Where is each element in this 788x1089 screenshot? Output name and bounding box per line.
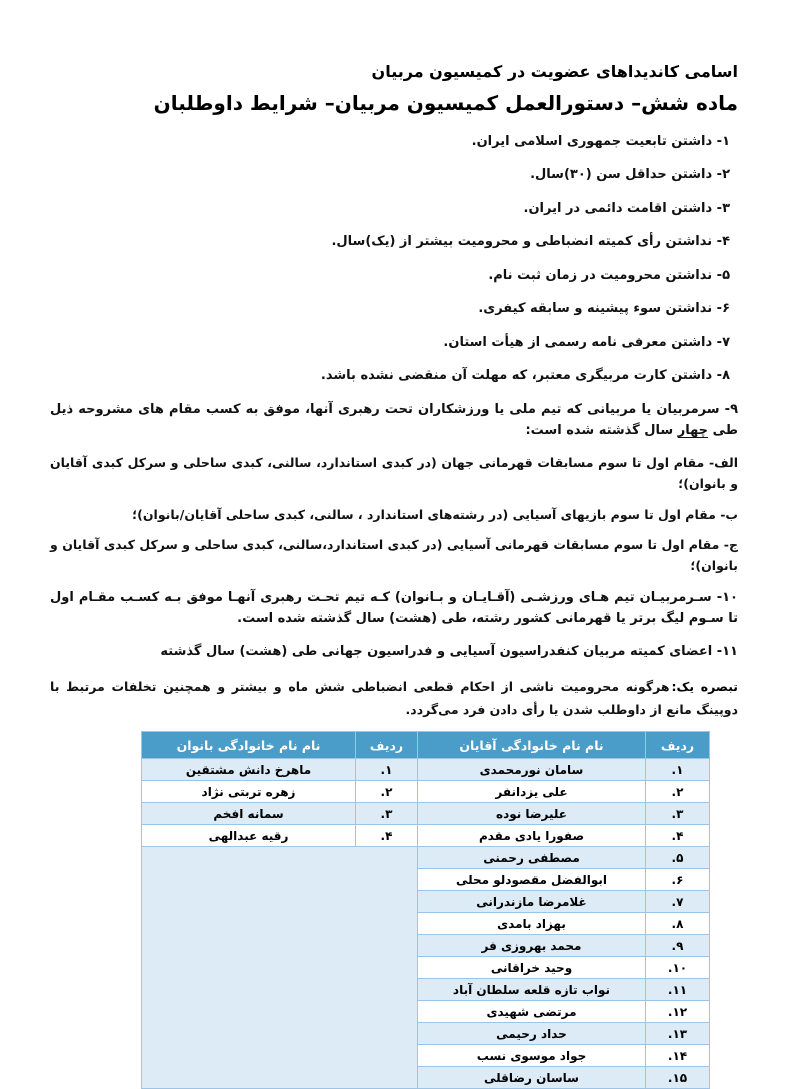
- men-candidate-name: مصطفی رحمنی: [418, 847, 646, 869]
- requirement-item: ۱۱- اعضای کمیته مربیان کنفدراسیون آسیایی و فدراسیون جهانی طی (هشت) سال گذشته: [160, 644, 738, 660]
- women-candidate-name: ماهرخ دانش مشتقین: [142, 759, 356, 781]
- underlined-word: چهار: [677, 422, 709, 438]
- note-paragraph: [50, 675, 738, 721]
- men-candidate-name: بهزاد بامدی: [418, 913, 646, 935]
- women-empty-merged-cell: [142, 847, 418, 1089]
- women-row-number: ۱.: [356, 759, 418, 781]
- men-candidate-name: علی یزدانفر: [418, 781, 646, 803]
- requirement-item: ۲- داشتن حداقل سن (۳۰)سال.: [530, 167, 730, 183]
- candidates-table-body: [142, 759, 710, 1089]
- men-row-number: ۹.: [646, 935, 710, 957]
- table-header-women-names: نام نام خانوادگی بانوان: [142, 732, 356, 759]
- men-candidate-name: غلامرضا مازندرانی: [418, 891, 646, 913]
- requirement-item: ۳- داشتن اقامت دائمی در ایران.: [523, 200, 730, 216]
- men-candidate-name: صفورا یادی مقدم: [418, 825, 646, 847]
- men-candidate-name: ساسان رضاقلی: [418, 1067, 646, 1089]
- men-candidate-name: مرتضی شهیدی: [418, 1001, 646, 1023]
- men-row-number: ۸.: [646, 913, 710, 935]
- women-candidate-name: زهره تربتی نژاد: [142, 781, 356, 803]
- note-text: هرگونه محرومیت ناشی از احکام قطعی انضباطی شش ماه و بیشتر و همچنین تخلفات مرتبط با دوپینگ مانع از داوطلب شدن یا رأی دادن فرد می‌گردد.: [50, 678, 738, 717]
- table-row: [142, 781, 710, 803]
- requirements-list: [50, 131, 738, 663]
- women-candidate-name: سمانه افخم: [142, 803, 356, 825]
- men-candidate-name: ابوالفضل مقصودلو محلی: [418, 869, 646, 891]
- requirement-item: ۱- داشتن تابعیت جمهوری اسلامی ایران.: [471, 134, 730, 149]
- requirement-item: ۶- نداشتن سوء پیشینه و سابقه کیفری.: [478, 301, 730, 317]
- candidates-table: [141, 731, 710, 1089]
- men-row-number: ۳.: [646, 803, 710, 825]
- men-row-number: ۱۳.: [646, 1023, 710, 1045]
- men-candidate-name: وحید خراقانی: [418, 957, 646, 979]
- men-row-number: ۱۰.: [646, 957, 710, 979]
- requirement-sub-item: ج- مقام اول تا سوم مسابقات قهرمانی آسیایی (در کبدی استاندارد،سالنی، کبدی ساحلی و سرکل کبدی آقایان و بانوان)؛: [50, 537, 738, 573]
- requirement-item: ۵- نداشتن محرومیت در زمان ثبت نام.: [488, 267, 730, 283]
- men-candidate-name: حداد رحیمی: [418, 1023, 646, 1045]
- men-candidate-name: نواب تازه قلعه سلطان آباد: [418, 979, 646, 1001]
- men-row-number: ۴.: [646, 825, 710, 847]
- table-header-index-men: ردیف: [646, 732, 710, 759]
- table-row: [142, 803, 710, 825]
- men-row-number: ۵.: [646, 847, 710, 869]
- men-row-number: ۱۵.: [646, 1067, 710, 1089]
- women-row-number: ۴.: [356, 825, 418, 847]
- requirement-item: ۷- داشتن معرفی نامه رسمی از هیأت استان.: [443, 334, 730, 350]
- requirement-item: ۸- داشتن کارت مربیگری معتبر، که مهلت آن منقضی نشده باشد.: [320, 368, 730, 384]
- requirement-item: ۱۰- سـرمربیـان تیم هـای ورزشـی (آقـایـان و بـانوان) کـه تیم تحـت رهبری آنهـا موفق بـه کسـب مقـام اول تا سـوم لیگ برتر یا قهرمانی کشور رشته، طی (هشت) سال گذشته شده است.: [50, 589, 738, 626]
- section-title: ماده شش– دستورالعمل کمیسیون مربیان– شرایط داوطلبان: [153, 91, 738, 115]
- page-title: اسامی کاندیداهای عضویت در کمیسیون مربیان: [371, 62, 738, 81]
- men-candidate-name: جواد موسوی نسب: [418, 1045, 646, 1067]
- table-header-men-names: نام نام خانوادگی آقایان: [418, 732, 646, 759]
- table-row: [142, 759, 710, 781]
- candidates-table-head: [142, 732, 710, 759]
- requirement-sub-item: ب- مقام اول تا سوم بازیهای آسیایی (در رشته‌های استاندارد ، سالنی، کبدی ساحلی آقایان/بانوان)؛: [132, 506, 738, 522]
- women-row-number: ۳.: [356, 803, 418, 825]
- men-row-number: ۱۲.: [646, 1001, 710, 1023]
- requirement-item: ۴- نداشتن رأی کمیته انضباطی و محرومیت بیشتر از (یک)سال.: [331, 234, 730, 250]
- table-row: [142, 847, 710, 869]
- women-candidate-name: رقیه عبدالهی: [142, 825, 356, 847]
- men-row-number: ۶.: [646, 869, 710, 891]
- men-candidate-name: علیرضا نوده: [418, 803, 646, 825]
- table-row: [142, 825, 710, 847]
- men-row-number: ۱۱.: [646, 979, 710, 1001]
- men-candidate-name: محمد بهروزی فر: [418, 935, 646, 957]
- women-row-number: ۲.: [356, 781, 418, 803]
- table-header-index-women: ردیف: [356, 732, 418, 759]
- men-row-number: ۷.: [646, 891, 710, 913]
- men-row-number: ۱.: [646, 759, 710, 781]
- requirement-sub-item: الف- مقام اول تا سوم مسابقات قهرمانی جهان (در کبدی استاندارد، سالنی، کبدی ساحلی و سرکل کبدی آقایان و بانوان)؛: [50, 455, 738, 491]
- requirement-item: ۹- سرمربیان یا مربیانی که تیم ملی یا ورزشکاران تحت رهبری آنها، موفق به کسب مقام های مشروحه ذیل طی چهار سال گذشته شده است:: [50, 401, 738, 438]
- men-row-number: ۱۴.: [646, 1045, 710, 1067]
- men-row-number: ۲.: [646, 781, 710, 803]
- note-label: تبصره یک:: [671, 678, 738, 694]
- men-candidate-name: سامان نورمحمدی: [418, 759, 646, 781]
